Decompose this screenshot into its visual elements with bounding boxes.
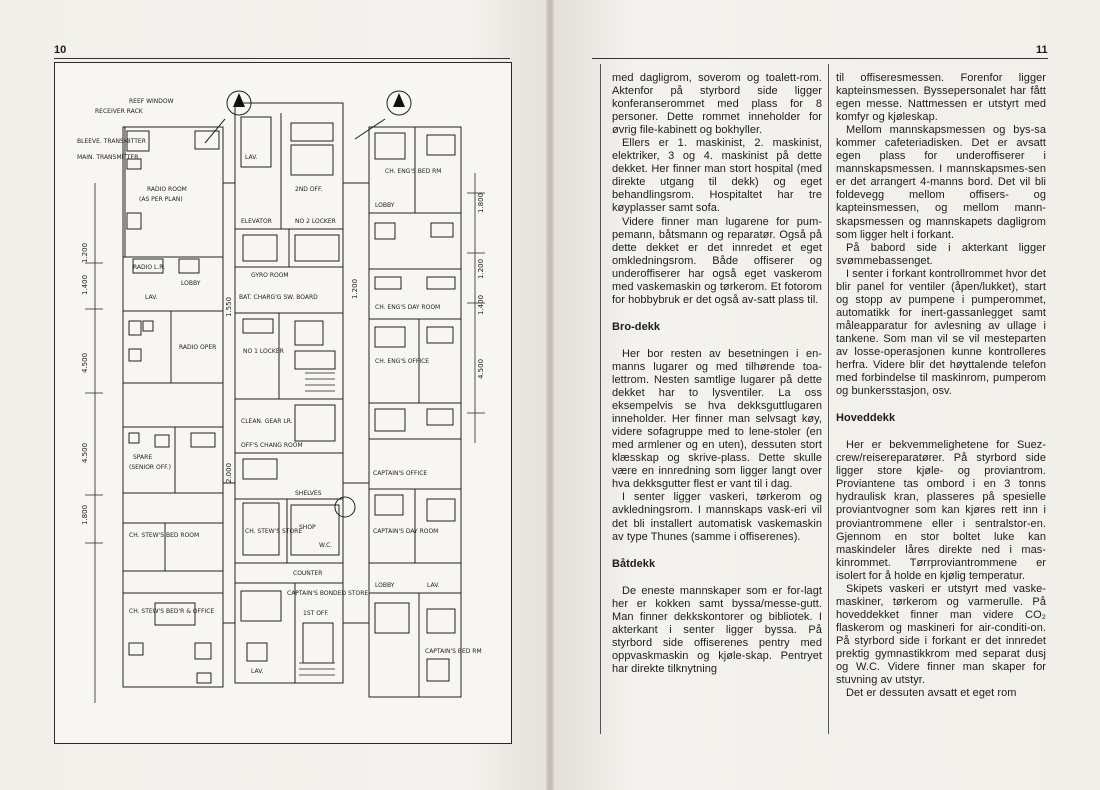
col2-paragraph: I senter i forkant kontrollrommet hvor det blir panel for ventiler (åpen/lukket), start og stopp av pumpene i pumperommet, automatikk for inert-gassanlegget samt måleapparatur for avlesning av ullage i tankene. Som man vil se vil mesteparten av losse-operasjonen kunne kontrolleres herfra. Videre blir det høyttalende telefon med forbindelse til maskinrom, pumperom og bunkersstasjon, osv. — [836, 267, 1046, 398]
dim-left-1400: 1.400 — [81, 274, 89, 295]
plan-label-radio-lr: RADIO L.R. — [133, 264, 166, 271]
plan-label-captains-bonded: CAPTAIN'S BONDED STORE — [287, 590, 369, 597]
plan-label-gyro-room: GYRO ROOM — [251, 272, 289, 279]
plan-label-radio-oper: RADIO OPER — [179, 344, 217, 351]
dim-mid-2000: 2.000 — [225, 462, 233, 483]
col1-paragraph: med dagligrom, soverom og toalett-rom. Aktenfor på styrbord side ligger konferanserommet med plass for 8 personer. Dette rommet inneholder for øvrig file-kabinett og bokhyller. — [612, 72, 822, 137]
col2-paragraph: Skipets vaskeri er utstyrt med vaske-maskiner, tørkerom og varmerulle. På hoveddekket finner man videre CO₂ flaskerom og maskineri for air-conditi-on. På styrbord side i forkant er det innredet prektig gymnastikkrom med separat dusj og W.C. Videre finner man skaper for stuvning av utstyr. — [836, 582, 1046, 687]
plan-label-lav-right: LAV. — [427, 582, 440, 589]
plan-label-ch-stews-store: CH. STEW'S STORE — [245, 528, 303, 535]
plan-label-shelves: SHELVES — [295, 490, 322, 497]
column-rule-1 — [600, 64, 601, 734]
col2-paragraph: Det er dessuten avsatt et eget rom — [846, 687, 1017, 700]
plan-label-spare: SPARE — [133, 454, 153, 461]
dim-mid-1200: 1.200 — [351, 278, 359, 299]
plan-label-wc: W.C. — [319, 542, 333, 549]
col2-paragraph: Mellom mannskapsmessen og bys-sa kommer cafeteriadisken. Det er avsatt egen plass for underoffiserer i mannskapsmessen. I mannskapsmes-sen er det arrangert 4-manns bord. Det vil bli foldevegg mellom offisers- og kapteinsmessen, og mellom mann-skapsmessen og mannskapets dagligrom som ligger helt i forkant. — [836, 124, 1046, 241]
text-column-2 — [836, 72, 1046, 700]
col2-paragraph: På babord side i akterkant ligger svømmebassenget. — [836, 241, 1046, 267]
plan-label-shop: SHOP — [299, 524, 316, 531]
plan-label-lobby-left: LOBBY — [181, 280, 201, 287]
dim-right-1800: 1.800 — [477, 192, 485, 213]
deck-plan-drawing — [54, 62, 512, 744]
plan-label-radio-room: RADIO ROOM — [147, 186, 187, 193]
plan-label-first-off: 1ST OFF. — [303, 610, 329, 617]
north-arrow-icon-left — [233, 93, 245, 107]
plan-label-ch-stews-office: CH. STEW'S BED'R & OFFICE — [129, 608, 215, 615]
text-column-1 — [612, 72, 822, 676]
plan-label-ch-stews-bed: CH. STEW'S BED ROOM — [129, 532, 200, 539]
plan-label-bleeve-transmitter: BLEEVE. TRANSMITTER — [77, 138, 146, 145]
plan-label-radio-room-sub: (AS PER PLAN) — [139, 196, 183, 203]
dim-right-1200: 1.200 — [477, 258, 485, 279]
col1-paragraph: Ellers er 1. maskinist, 2. maskinist, elektriker, 3 og 4. maskinist på dette dekket. Her finner man stort hospital (med direkte utgang til dekk) og eget behandlingsrom. Hospitaltet har tre køyplasser samt sofa. — [612, 137, 822, 215]
plan-label-counter: COUNTER — [293, 570, 323, 577]
col2-paragraph: til offiseresmessen. Forenfor ligger kapteinsmessen. Byssepersonalet har fått egen messe. Nattmessen er utstyrt med komfyr og kjøleskap. — [836, 72, 1046, 124]
plan-label-lav-bottom: LAV. — [251, 668, 264, 675]
plan-label-lobby-right: LOBBY — [375, 202, 395, 209]
dim-left-4500b: 4.500 — [81, 442, 89, 463]
header-rule-right — [592, 58, 1048, 59]
plan-label-receiver-rack: RECEIVER RACK — [95, 108, 143, 115]
dim-left-1800: 1.800 — [81, 504, 89, 525]
plan-label-reef-window: REEF WINDOW — [129, 98, 174, 105]
plan-label-captains-bed: CAPTAIN'S BED RM — [425, 648, 482, 655]
page-number-right: 11 — [1036, 44, 1048, 56]
plan-label-lav-left: LAV. — [145, 294, 158, 301]
col1-paragraph: Her bor resten av besetningen i en-manns lugarer og med tilhørende toa-lettrom. Nesten samtlige lugarer på dette dekket har to lysventiler. La oss eksempelvis se hva dekksguttlugaren inneholder. Her finner man selvsagt køy, videre sofagruppe med to lene-stoler (en med armlener og en uten), dessuten stort klæsskap og skrive-plass. Dette skulle være en innredning som ligger langt over hva dekksgutter flest er vant til i dag. — [612, 347, 822, 491]
page-number-left: 10 — [54, 44, 67, 56]
col1-paragraph: De eneste mannskaper som er for-lagt her er kokken samt byssa/messe-gutt. Man finner dekkskontorer og bibliotek. I akterkant i senter ligger byssa. På styrbord side offiserenes pentry med oppvaskmaskin og kjøle-skap. Pentryet har direkte tilknytning — [612, 584, 822, 675]
col1-paragraph: Videre finner man lugarene for pum-pemann, båtsmann og reparatør. Også på dette dekket er det innredet et eget omkledningsrom. Både offiserer og underoffiserer har også eget vaskerom med vaskemaskin og tørkerom. Et fotorom for hobbybruk er det også av-satt plass til. — [612, 215, 822, 306]
dim-right-1400: 1.400 — [477, 294, 485, 315]
heading-hoveddekk: Hoveddekk — [836, 412, 896, 425]
dim-left-4500a: 4.500 — [81, 352, 89, 373]
book-gutter — [546, 0, 554, 790]
header-rule-left — [54, 58, 510, 59]
dim-mid-1550: 1.550 — [225, 296, 233, 317]
col2-paragraph: Her er bekvemmelighetene for Suez-crew/reisereparatører. På styrbord side ligger store kjøle- og proviantrom. Proviantene tas ombord i en 3 tonns hydraulisk kran, plasseres på spesielle proviantvogner som kan kjøres rett inn i proviantrommene eller i sentralstor-en. Gjennom en stor boltet luke kan maskindeler låres direkte ned i mas-kinrommet. Tørrproviantrommene er isolert for å holde en kjølig temperatur. — [836, 439, 1046, 582]
plan-label-ch-eng-office: CH. ENG'S OFFICE — [375, 358, 430, 365]
north-arrow-icon-right — [393, 93, 405, 107]
plan-label-lav-top: LAV. — [245, 154, 258, 161]
plan-label-ch-engs-day: CH. ENG'S DAY ROOM — [375, 304, 441, 311]
heading-bro-dekk: Bro-dekk — [612, 320, 661, 333]
plan-label-main-transmitter: MAIN. TRANSMITTER — [77, 154, 139, 161]
plan-label-offs-change: OFF'S CHANG ROOM — [241, 442, 303, 449]
dim-right-4500: 4.500 — [477, 358, 485, 379]
plan-label-no1-locker: NO 1 LOCKER — [243, 348, 284, 355]
plan-label-bat-charging: BAT. CHARG'G SW. BOARD — [239, 294, 318, 301]
plan-label-no2-locker: NO 2 LOCKER — [295, 218, 336, 225]
plan-label-lobby-bottom: LOBBY — [375, 582, 395, 589]
column-rule-2 — [828, 64, 829, 734]
plan-label-captains-day: CAPTAIN'S DAY ROOM — [373, 528, 439, 535]
heading-batdekk: Båtdekk — [612, 557, 656, 570]
plan-label-spare-sub: (SENIOR OFF.) — [129, 464, 171, 471]
plan-label-second-off: 2ND OFF. — [295, 186, 323, 193]
deck-plan-svg — [55, 63, 511, 743]
plan-label-clean-gear: CLEAN. GEAR LR. — [241, 418, 293, 425]
plan-label-elevator: ELEVATOR — [241, 218, 272, 225]
plan-label-ch-engs-bed: CH. ENG'S BED RM — [385, 168, 442, 175]
dim-left-1200: 1.200 — [81, 242, 89, 263]
plan-label-captains-office: CAPTAIN'S OFFICE — [373, 470, 428, 477]
col1-paragraph: I senter ligger vaskeri, tørkerom og avkledningsrom. I mannskaps vask-eri vil det bli installert automatisk vaskemaskin av type Thunes (samme i offiserenes). — [612, 491, 822, 543]
